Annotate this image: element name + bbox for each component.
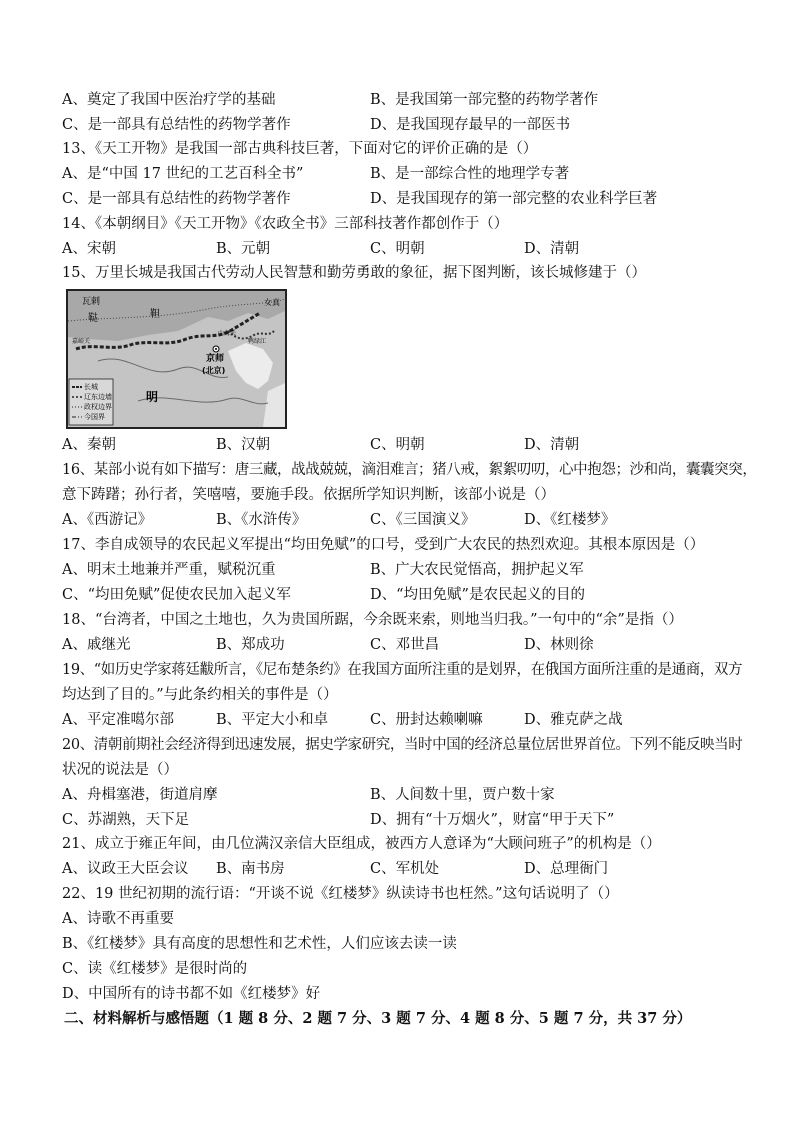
q21-option-b: B、南书房 bbox=[216, 861, 285, 877]
map-label-beijing: (北京) bbox=[202, 366, 226, 375]
q19-option-b: B、平定大小和卓 bbox=[216, 712, 329, 728]
section2-title: 二、材料解析与感悟题（1 题 8 分、2 题 7 分、3 题 7 分、4 题 8 分、5 题 7 分，共 37 分） bbox=[64, 1010, 692, 1027]
q16-option-b: B、《水浒传》 bbox=[216, 512, 307, 528]
q15-option-b: B、汉朝 bbox=[216, 437, 271, 453]
map-label-jiayuguan: 嘉峪关 bbox=[72, 338, 91, 345]
q17-option-c: C、“均田免赋”促使农民加入起义军 bbox=[62, 587, 291, 603]
q18-option-b: B、郑成功 bbox=[216, 637, 285, 653]
q21-option-c: C、军机处 bbox=[370, 861, 440, 877]
q16-option-a: A、《西游记》 bbox=[62, 512, 153, 528]
q22-option-d: D、中国所有的诗书都不如《红楼梦》好 bbox=[62, 986, 321, 1002]
map-label-shanhaiguan: 山海关 bbox=[218, 330, 237, 337]
q20-stem-line2: 状况的说法是（） bbox=[62, 762, 178, 778]
q22-stem: 22、19 世纪初期的流行语：“开谈不说《红楼梦》纵读诗书也枉然。”这句话说明了（） bbox=[62, 886, 619, 902]
q21-option-d: D、总理衙门 bbox=[524, 861, 609, 877]
q22-option-b: B、《红楼梦》具有高度的思想性和艺术性，人们应该去读一读 bbox=[62, 936, 457, 952]
q20-option-c: C、苏湖熟，天下足 bbox=[62, 812, 190, 828]
q12-option-b: B、是我国第一部完整的药物学著作 bbox=[370, 92, 599, 108]
q13-option-c: C、是一部具有总结性的药物学著作 bbox=[62, 191, 291, 207]
map-label-dan: 靼 bbox=[150, 309, 160, 320]
q14-option-a: A、宋朝 bbox=[62, 241, 116, 257]
legend-modern-border: 今国界 bbox=[84, 413, 105, 421]
q17-option-b: B、广大农民觉悟高，拥护起义军 bbox=[370, 562, 584, 578]
q14-stem: 14、《本朝纲目》《天工开物》《农政全书》三部科技著作都创作于（） bbox=[62, 216, 509, 232]
legend-liaodong-wall: 辽东边墙 bbox=[84, 393, 112, 401]
q15-option-d: D、清朝 bbox=[524, 437, 580, 453]
q13-option-a: A、是“中国 17 世纪的工艺百科全书” bbox=[62, 166, 304, 182]
q21-option-a: A、议政王大臣会议 bbox=[62, 861, 189, 877]
q18-option-d: D、林则徐 bbox=[524, 637, 594, 653]
q19-option-d: D、雅克萨之战 bbox=[524, 712, 623, 728]
q13-option-b: B、是一部综合性的地理学专著 bbox=[370, 166, 570, 182]
q12-option-a: A、奠定了我国中医治疗学的基础 bbox=[62, 92, 276, 108]
q19-option-a: A、平定准噶尔部 bbox=[62, 712, 174, 728]
q16-stem-line2: 意下踌躇；孙行者，笑嘻嘻，要施手段。依据所学知识判断，该部小说是（） bbox=[62, 487, 555, 503]
q22-option-a: A、诗歌不再重要 bbox=[62, 911, 174, 927]
q21-stem: 21、成立于雍正年间，由几位满汉亲信大臣组成，被西方人意译为“大顾问班子”的机构是（） bbox=[62, 836, 661, 852]
legend-wall: 长城 bbox=[84, 383, 98, 391]
q20-stem-line1: 20、清朝前期社会经济得到迅速发展，据史学家研究，当时中国的经济总量位居世界首位。下列不能反映当时 bbox=[62, 737, 743, 753]
q17-stem: 17、李自成领导的农民起义军提出“均田免赋”的口号，受到广大农民的热烈欢迎。其根本原因是（） bbox=[62, 537, 705, 553]
q12-option-c: C、是一部具有总结性的药物学著作 bbox=[62, 117, 291, 133]
q19-option-c: C、册封达赖喇嘛 bbox=[370, 712, 483, 728]
q14-option-c: C、明朝 bbox=[370, 241, 425, 257]
q15-stem: 15、万里长城是我国古代劳动人民智慧和勤劳勇敢的象征，据下图判断，该长城修建于（） bbox=[62, 265, 646, 281]
q20-option-b: B、人间数十里，贾户数十家 bbox=[370, 787, 555, 803]
q12-option-d: D、是我国现存最早的一部医书 bbox=[370, 117, 571, 133]
great-wall-map bbox=[66, 289, 287, 429]
q14-option-b: B、元朝 bbox=[216, 241, 271, 257]
q13-stem: 13、《天工开物》是我国一部古典科技巨著，下面对它的评价正确的是（） bbox=[62, 141, 538, 157]
q16-option-d: D、《红楼梦》 bbox=[524, 512, 616, 528]
legend-regime-border: 政权边界 bbox=[84, 403, 112, 411]
map-label-nuzhen: 女真 bbox=[264, 298, 280, 307]
q14-option-d: D、清朝 bbox=[524, 241, 580, 257]
q15-option-c: C、明朝 bbox=[370, 437, 425, 453]
map-label-yalujiang: 鸭绿江 bbox=[248, 338, 267, 345]
q16-stem-line1: 16、某部小说有如下描写：唐三藏，战战兢兢，滴泪难言；猪八戒，絮絮叨叨，心中抱怨；沙和尚，囊囊突突， bbox=[62, 462, 757, 478]
map-label-da: 鞑 bbox=[88, 313, 98, 324]
q18-stem: 18、“台湾者，中国之土地也，久为贵国所踞，今余既来索，则地当归我。”一句中的“余”是指（） bbox=[62, 612, 683, 628]
q20-option-d: D、拥有“十万烟火”，财富“甲于天下” bbox=[370, 812, 615, 828]
q13-option-d: D、是我国现存的第一部完整的农业科学巨著 bbox=[370, 191, 658, 207]
q22-option-c: C、读《红楼梦》是很时尚的 bbox=[62, 961, 248, 977]
q20-option-a: A、舟楫塞港，街道肩摩 bbox=[62, 787, 218, 803]
map-label-wala: 瓦剌 bbox=[82, 297, 101, 307]
q16-option-c: C、《三国演义》 bbox=[370, 512, 476, 528]
q17-option-a: A、明末土地兼并严重，赋税沉重 bbox=[62, 562, 276, 578]
q19-stem-line1: 19、“如历史学家蒋廷黻所言，《尼布楚条约》在我国方面所注重的是划界，在俄国方面所注重的是通商，双方 bbox=[62, 662, 743, 678]
q18-option-a: A、戚继光 bbox=[62, 637, 131, 653]
q19-stem-line2: 均达到了目的。”与此条约相关的事件是（） bbox=[62, 687, 338, 703]
q17-option-d: D、“均田免赋”是农民起义的目的 bbox=[370, 587, 585, 603]
q15-option-a: A、秦朝 bbox=[62, 437, 116, 453]
q18-option-c: C、邓世昌 bbox=[370, 637, 440, 653]
map-label-capital: 京师 bbox=[206, 354, 225, 364]
map-label-ming: 明 bbox=[146, 390, 159, 404]
